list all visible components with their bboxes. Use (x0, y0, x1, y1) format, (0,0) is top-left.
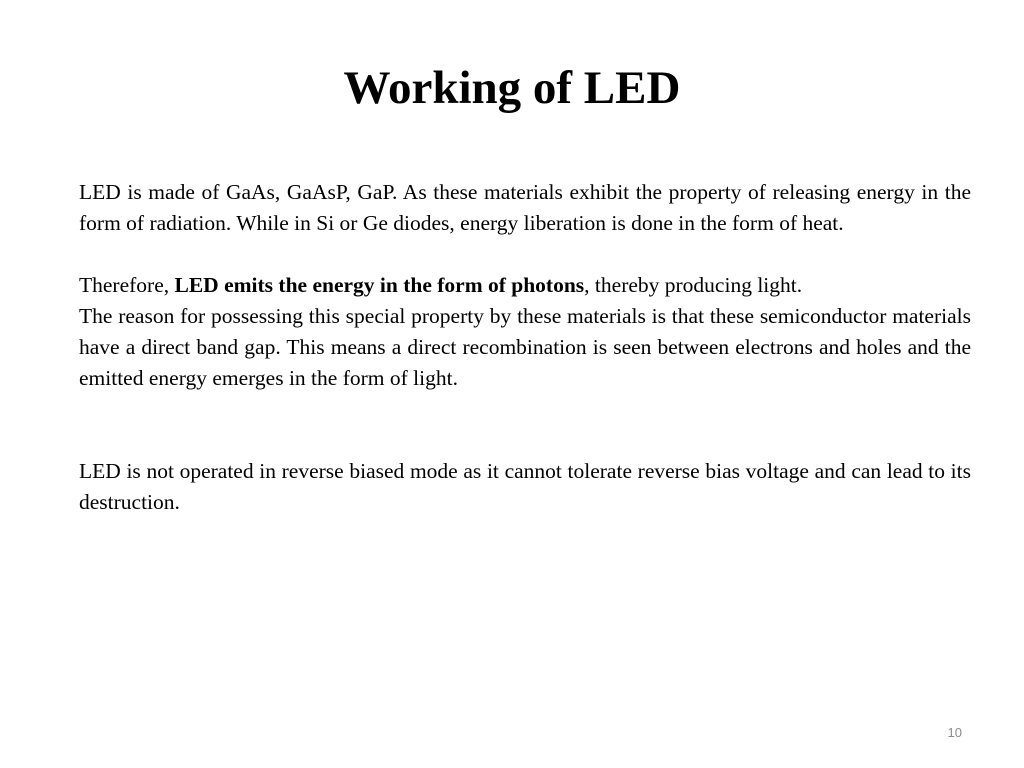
paragraph-materials: LED is made of GaAs, GaAsP, GaP. As these materials exhibit the property of releasing energy in the form of radiation. While in Si or Ge diodes, energy liberation is done in the form of heat. (79, 180, 971, 235)
slide-title: Working of LED (343, 62, 681, 114)
paragraph-spacer (79, 239, 971, 270)
paragraph-spacer (79, 394, 971, 456)
slide-body (79, 177, 971, 518)
photons-emphasis-text: LED emits the energy in the form of photons (174, 273, 585, 297)
page-number: 10 (947, 725, 962, 740)
photons-tail-text: , thereby producing light. (584, 273, 803, 297)
paragraph-band-gap: The reason for possessing this special property by these materials is that these semiconductor materials have a direct band gap. This means a direct recombination is seen between electrons and holes and the emitted energy emerges in the form of light. (79, 304, 971, 390)
paragraph-reverse-bias: LED is not operated in reverse biased mode as it cannot tolerate reverse bias voltage and can lead to its destruction. (79, 459, 971, 514)
photons-lead-text: Therefore, (79, 273, 175, 297)
paragraph-photons (79, 270, 971, 301)
